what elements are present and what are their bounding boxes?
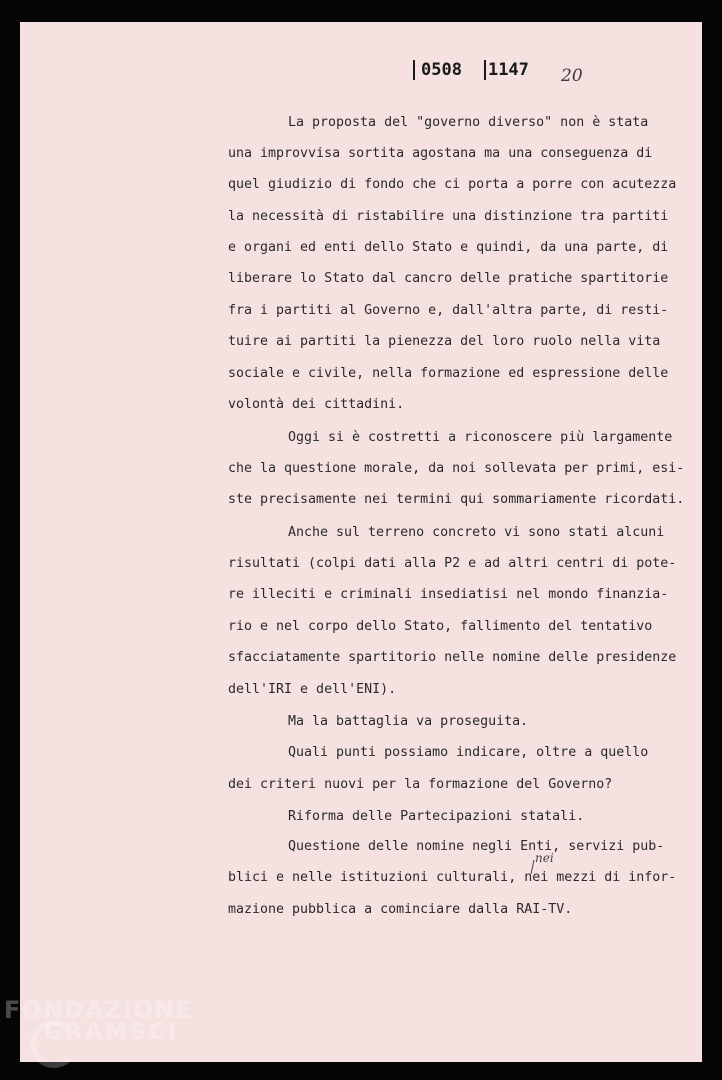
stamp-bar bbox=[413, 60, 415, 80]
handwritten-insertion: nei bbox=[535, 851, 554, 865]
text-line: Quali punti possiamo indicare, oltre a quello bbox=[288, 745, 649, 760]
watermark-line1: FONDAZIONE bbox=[4, 996, 193, 1024]
text-line: sociale e civile, nella formazione ed espressione delle bbox=[228, 366, 669, 381]
stamp-number-left: 0508 bbox=[421, 60, 462, 80]
handwritten-page-number: 20 bbox=[561, 66, 583, 86]
text-line: Oggi si è costretti a riconoscere più largamente bbox=[288, 430, 673, 445]
text-line: liberare lo Stato dal cancro delle pratiche spartitorie bbox=[228, 271, 669, 286]
stamp-number-right: 1147 bbox=[487, 60, 529, 80]
text-line: fra i partiti al Governo e, dall'altra parte, di resti- bbox=[228, 303, 669, 318]
text-line: Riforma delle Partecipazioni statali. bbox=[288, 809, 585, 824]
document-page bbox=[20, 22, 702, 1062]
text-line: tuire ai partiti la pienezza del loro ruolo nella vita bbox=[228, 334, 661, 349]
text-line: quel giudizio di fondo che ci porta a porre con acutezza bbox=[228, 177, 677, 192]
text-line: dell'IRI e dell'ENI). bbox=[228, 682, 397, 697]
text-line: sfacciatamente spartitorio nelle nomine delle presidenze bbox=[228, 650, 677, 665]
text-line: una improvvisa sortita agostana ma una conseguenza di bbox=[228, 146, 653, 161]
text-line: la necessità di ristabilire una distinzione tra partiti bbox=[228, 209, 669, 224]
watermark-circle-icon bbox=[30, 1020, 78, 1068]
text-line: e organi ed enti dello Stato e quindi, da una parte, di bbox=[228, 240, 669, 255]
text-line: Ma la battaglia va proseguita. bbox=[288, 714, 529, 729]
text-line: re illeciti e criminali insediatisi nel mondo finanzia- bbox=[228, 587, 669, 602]
watermark-line2: GRAMSCI bbox=[44, 1020, 180, 1045]
text-line: che la questione morale, da noi sollevata per primi, esi- bbox=[228, 461, 685, 476]
text-line: rio e nel corpo dello Stato, fallimento del tentativo bbox=[228, 619, 653, 634]
text-line: volontà dei cittadini. bbox=[228, 397, 405, 412]
archive-stamp bbox=[413, 60, 529, 80]
text-line: Anche sul terreno concreto vi sono stati alcuni bbox=[288, 525, 665, 540]
watermark-logo bbox=[4, 998, 193, 1044]
text-line: risultati (colpi dati alla P2 e ad altri centri di pote- bbox=[228, 556, 677, 571]
text-line: La proposta del "governo diverso" non è stata bbox=[288, 115, 649, 130]
text-line: Questione delle nomine negli Enti, servizi pub- bbox=[288, 839, 665, 854]
stamp-bar bbox=[484, 60, 486, 80]
text-line: ste precisamente nei termini qui sommariamente ricordati. bbox=[228, 492, 685, 507]
text-line: dei criteri nuovi per la formazione del Governo? bbox=[228, 777, 613, 792]
text-line: mazione pubblica a cominciare dalla RAI-TV. bbox=[228, 902, 573, 917]
text-line: blici e nelle istituzioni culturali, nei mezzi di infor- bbox=[228, 870, 677, 885]
